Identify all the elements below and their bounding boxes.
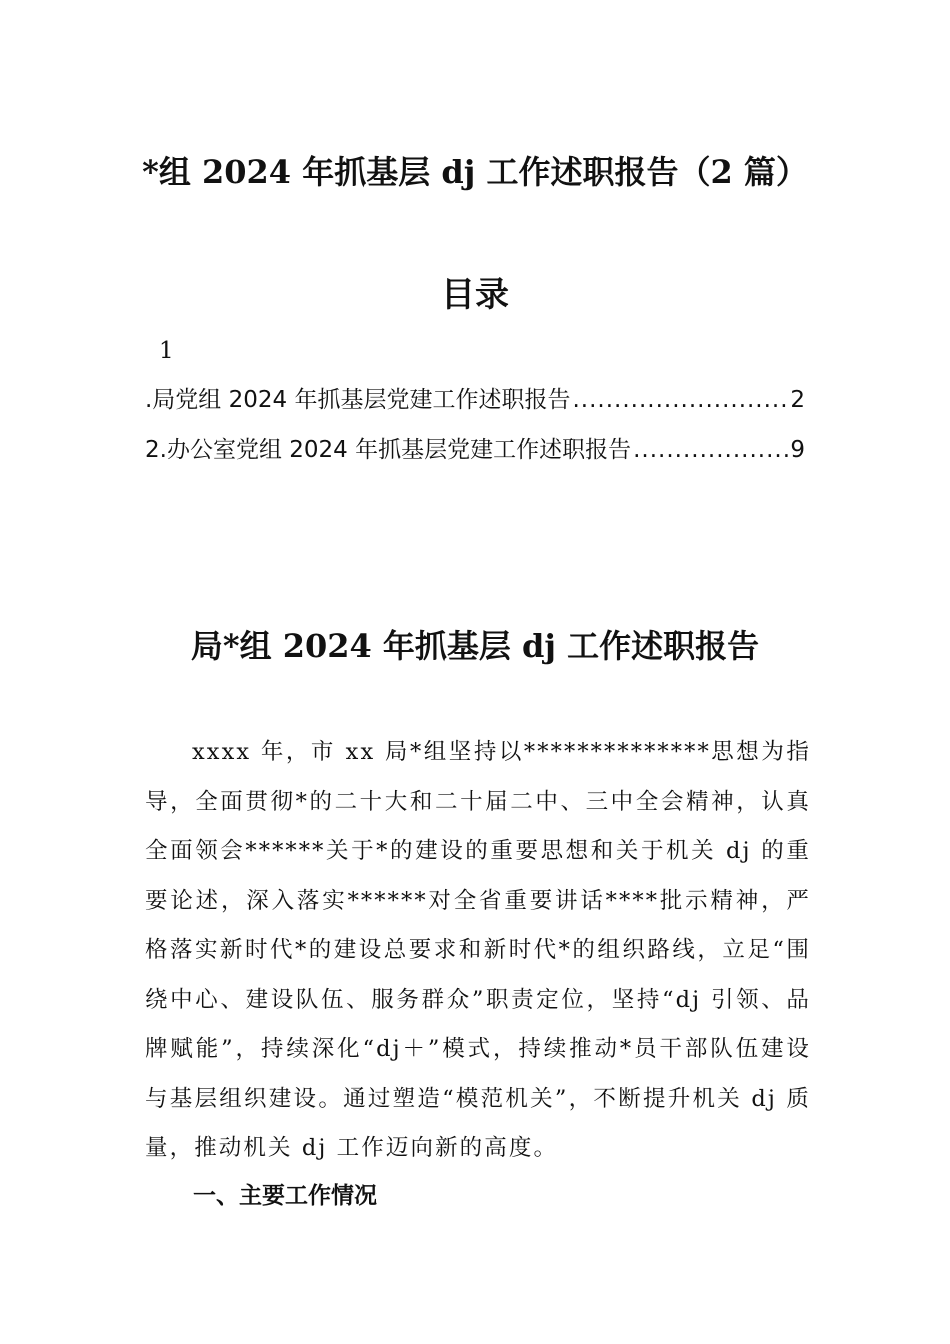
toc-dot-leader <box>572 384 788 416</box>
section-subheading: 一、主要工作情况 <box>193 1183 377 1209</box>
toc-number-line: 1 <box>159 338 174 364</box>
toc-entry-label: 2.办公室党组 2024 年抓基层党建工作述职报告 <box>145 437 632 463</box>
document-title: *组 2024 年抓基层 dj 工作述职报告（2 篇） <box>142 153 808 191</box>
toc-entry-label: .局党组 2024 年抓基层党建工作述职报告 <box>145 387 571 413</box>
toc-heading: 目录 <box>441 275 509 315</box>
toc-entry-page: 2 <box>790 387 805 413</box>
toc-dot-leader <box>633 434 788 466</box>
toc-entry[interactable] <box>145 434 805 466</box>
body-paragraph: xxxx 年，市 xx 局*组坚持以**************思想为指导，全面贯彻*的二十大和二十届二中、三中全会精神，认真全面领会******关于*的建设的重要思想和关于机关 dj 的重要论述，深入落实******对全省重要讲话****批示精神，严格落实新时代*的建设总要求和新时代*的组织路线，立足“围绕中心、建设队伍、服务群众”职责定位，坚持“dj 引领、品牌赋能”，持续深化“dj＋”模式，持续推动*员干部队伍建设与基层组织建设。通过塑造“模范机关”，不断提升机关 dj 质量，推动机关 dj 工作迈向新的高度。 <box>145 739 811 1161</box>
toc-entry-page: 9 <box>790 437 805 463</box>
toc-entry[interactable] <box>145 384 805 416</box>
section-title: 局*组 2024 年抓基层 dj 工作述职报告 <box>190 627 760 665</box>
